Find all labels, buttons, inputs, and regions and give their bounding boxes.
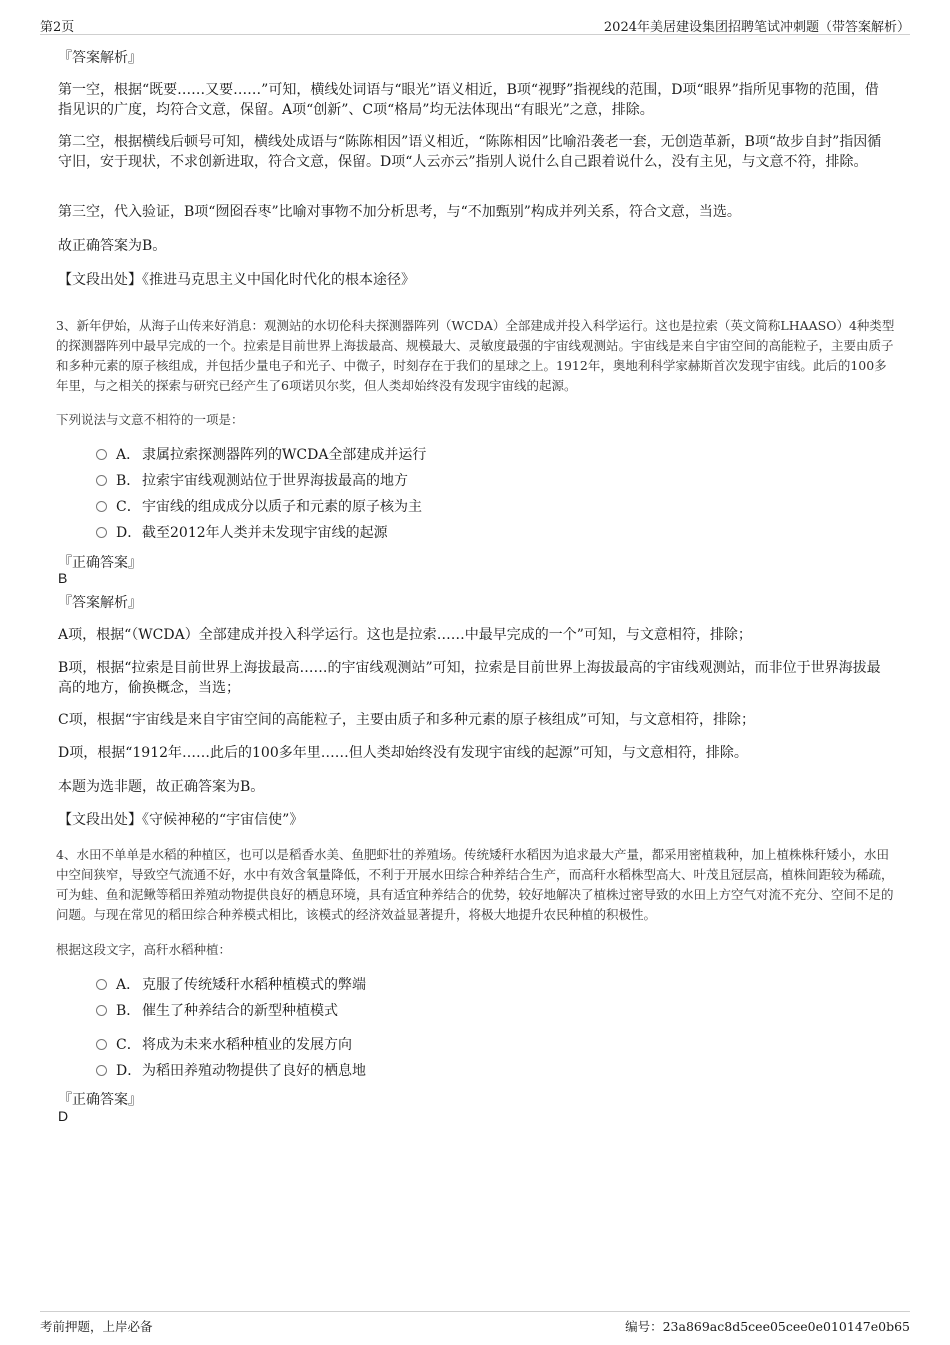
radio-icon[interactable] xyxy=(96,979,107,990)
q3-option-c[interactable]: C．宇宙线的组成成分以质子和元素的原子核为主 xyxy=(96,497,422,517)
q4-option-b[interactable]: B． 催生了种养结合的新型种植模式 xyxy=(96,1001,338,1021)
q4-option-d[interactable]: D．为稻田养殖动物提供了良好的栖息地 xyxy=(96,1061,366,1081)
question-3-stem: 3、新年伊始，从海子山传来好消息：观测站的水切伦科夫探测器阵列（WCDA）全部建成并投入科学运行。这也是拉索（英文简称LHAASO）4种类型的探测器阵列中最早完成的一个。拉索是目前世界上海拔最高、规模最大、灵敏度最强的宇宙线观测站。宇宙线是来自宇宙空间的高能粒子，主要由质子和多种元素的原子核组成，并包括少量电子和光子、中微子，时刻存在于我们的星球之上。1912年，奥地利科学家赫斯首次发现宇宙线。此后的100多年里，与之相关的探索与研究已经产生了6项诺贝尔奖，但人类却始终没有发现宇宙线的起源。 xyxy=(56,318,895,393)
analysis-conclusion: 本题为选非题，故正确答案为B。 xyxy=(58,779,265,795)
radio-icon[interactable] xyxy=(96,449,107,460)
correct-answer-label: 『正确答案』 xyxy=(58,1092,142,1108)
document-title: 2024年美居建设集团招聘笔试冲刺题（带答案解析） xyxy=(603,20,910,35)
q3-option-b[interactable]: B． 拉索宇宙线观测站位于世界海拔最高的地方 xyxy=(96,471,408,491)
analysis-label: 『答案解析』 xyxy=(58,595,142,611)
radio-icon[interactable] xyxy=(96,1039,107,1050)
page-header xyxy=(40,14,910,35)
page-number: 第2页 xyxy=(40,20,75,35)
q3-option-a[interactable]: A． 隶属拉索探测器阵列的WCDA全部建成并运行 xyxy=(96,445,426,465)
q3-option-d[interactable]: D．截至2012年人类并未发现宇宙线的起源 xyxy=(96,523,388,543)
radio-icon[interactable] xyxy=(96,475,107,486)
source-citation: 【文段出处】《推进马克思主义中国化时代化的根本途径》 xyxy=(58,272,415,288)
analysis-paragraph-2: 第二空，根据横线后顿号可知，横线处成语与“陈陈相因”语义相近，“陈陈相因”比喻沿袭老一套，无创造革新，B项“故步自封”指因循守旧，安于现状，不求创新进取，符合文意，保留。D项“人云亦云”指别人说什么自己跟着说什么，没有主见，与文意不符，排除。 xyxy=(58,134,882,170)
analysis-option-d: D项，根据“1912年……此后的100多年里……但人类却始终没有发现宇宙线的起源”可知，与文意相符，排除。 xyxy=(58,745,748,761)
question-4-stem: 4、水田不单单是水稻的种植区，也可以是稻香水美、鱼肥虾壮的养殖场。传统矮秆水稻因为追求最大产量，都采用密植栽种，加上植株株秆矮小，水田中空间狭窄，导致空气流通不好，水中有效含氧量降低，不利于开展水田综合种养结合生产，而高秆水稻株型高大、叶茂且冠层高，植株间距较为稀疏，可为蛙、鱼和泥鳅等稻田养殖动物提供良好的栖息环境，具有适宜种养结合的优势，较好地解决了植株过密导致的水田上方空气对流不充分、空间不足的问题。与现在常见的稻田综合种养模式相比，该模式的经济效益显著提升，将极大地提升农民种植的积极性。 xyxy=(56,847,894,922)
analysis-option-b: B项，根据“拉索是目前世界上海拔最高……的宇宙线观测站”可知，拉索是目前世界上海拔最高的宇宙线观测站，而非位于世界海拔最高的地方，偷换概念，当选； xyxy=(58,660,881,696)
question-3-prompt: 下列说法与文意不相符的一项是： xyxy=(56,412,244,427)
radio-icon[interactable] xyxy=(96,1005,107,1016)
radio-icon[interactable] xyxy=(96,527,107,538)
analysis-label: 『答案解析』 xyxy=(58,50,142,66)
analysis-paragraph-3: 第三空，代入验证，B项“囫囵吞枣”比喻对事物不加分析思考，与“不加甄别”构成并列关系，符合文意，当选。 xyxy=(58,204,741,220)
correct-answer-label: 『正确答案』 xyxy=(58,555,142,571)
analysis-option-a: A项，根据“（WCDA）全部建成并投入科学运行。这也是拉索……中最早完成的一个”可知，与文意相符，排除； xyxy=(58,627,752,643)
footer-slogan: 考前押题，上岸必备 xyxy=(40,1319,153,1334)
analysis-option-c: C项，根据“宇宙线是来自宇宙空间的高能粒子，主要由质子和多种元素的原子核组成”可知，与文意相符，排除； xyxy=(58,712,756,728)
radio-icon[interactable] xyxy=(96,1065,107,1076)
analysis-paragraph-4: 故正确答案为B。 xyxy=(58,238,167,254)
question-4-prompt: 根据这段文字，高秆水稻种植： xyxy=(56,942,232,957)
page-footer xyxy=(40,1311,910,1336)
q4-option-c[interactable]: C．将成为未来水稻种植业的发展方向 xyxy=(96,1035,352,1055)
radio-icon[interactable] xyxy=(96,501,107,512)
correct-answer: B xyxy=(58,570,68,586)
q4-option-a[interactable]: A． 克服了传统矮秆水稻种植模式的弊端 xyxy=(96,975,366,995)
source-citation: 【文段出处】《守候神秘的“宇宙信使”》 xyxy=(58,812,304,828)
document-code: 编号：23a869ac8d5cee05cee0e010147e0b65 xyxy=(625,1319,910,1334)
analysis-paragraph-1: 第一空，根据“既要……又要……”可知，横线处词语与“眼光”语义相近，B项“视野”指视线的范围，D项“眼界”指所见事物的范围，借指见识的广度，均符合文意，保留。A项“创新”、C项“格局”均无法体现出“有眼光”之意，排除。 xyxy=(58,82,879,118)
correct-answer: D xyxy=(58,1108,69,1124)
